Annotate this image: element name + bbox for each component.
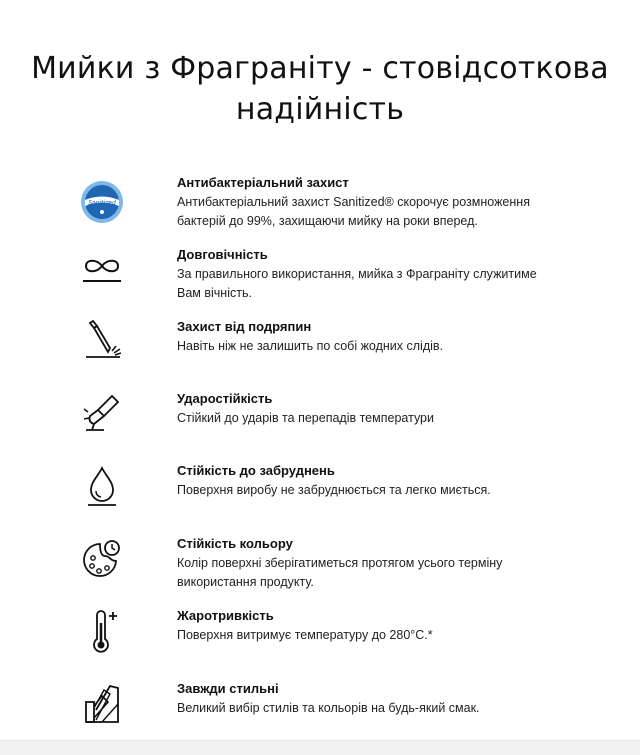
feature-text (177, 390, 547, 428)
feature-title: Завжди стильні (177, 681, 279, 696)
thermometer-icon (78, 609, 126, 657)
knife-scratch-icon (78, 316, 126, 364)
feature-description: За правильного використання, мийка з Фраграніту служитиме Вам вічність. (177, 267, 537, 300)
feature-title: Антибактеріальний захист (177, 175, 349, 190)
feature-title: Ударостійкість (177, 391, 273, 406)
feature-text (177, 246, 547, 303)
infinity-icon (78, 246, 126, 294)
drop-icon (78, 462, 126, 510)
sanitized-badge-text: Sanitized (88, 199, 116, 207)
feature-text (177, 607, 547, 645)
feature-text (177, 462, 547, 500)
feature-text (177, 318, 547, 356)
feature-title: Стійкість кольору (177, 536, 293, 551)
sanitized-badge-icon (78, 178, 126, 226)
palette-clock-icon (78, 535, 126, 583)
page-title: Мийки з Фраграніту - стовідсоткова надійність (31, 51, 609, 128)
bottom-bar (0, 740, 640, 755)
feature-text (177, 680, 547, 718)
feature-description: Поверхня виробу не забруднюється та легко миється. (177, 483, 491, 497)
feature-description: Навіть ніж не залишить по собі жодних слідів. (177, 339, 444, 353)
hammer-impact-icon (78, 390, 126, 438)
feature-text (177, 174, 547, 231)
feature-description: Стійкий до ударів та перепадів температури (177, 411, 434, 425)
color-swatches-icon (78, 680, 126, 728)
feature-description: Антибактеріальний захист Sanitized® скорочує розмноження бактерій до 99%, захищаючи мийку на роки вперед. (177, 195, 530, 228)
feature-title: Жаротривкість (177, 608, 274, 623)
feature-title: Стійкість до забруднень (177, 463, 335, 478)
feature-description: Колір поверхні зберігатиметься протягом усього терміну використання продукту. (177, 556, 503, 589)
feature-description: Великий вибір стилів та кольорів на будь-який смак. (177, 701, 480, 715)
feature-text (177, 535, 547, 592)
feature-title: Захист від подряпин (177, 319, 312, 334)
feature-description: Поверхня витримує температуру до 280°C.* (177, 628, 433, 642)
feature-title: Довговічність (177, 247, 268, 262)
